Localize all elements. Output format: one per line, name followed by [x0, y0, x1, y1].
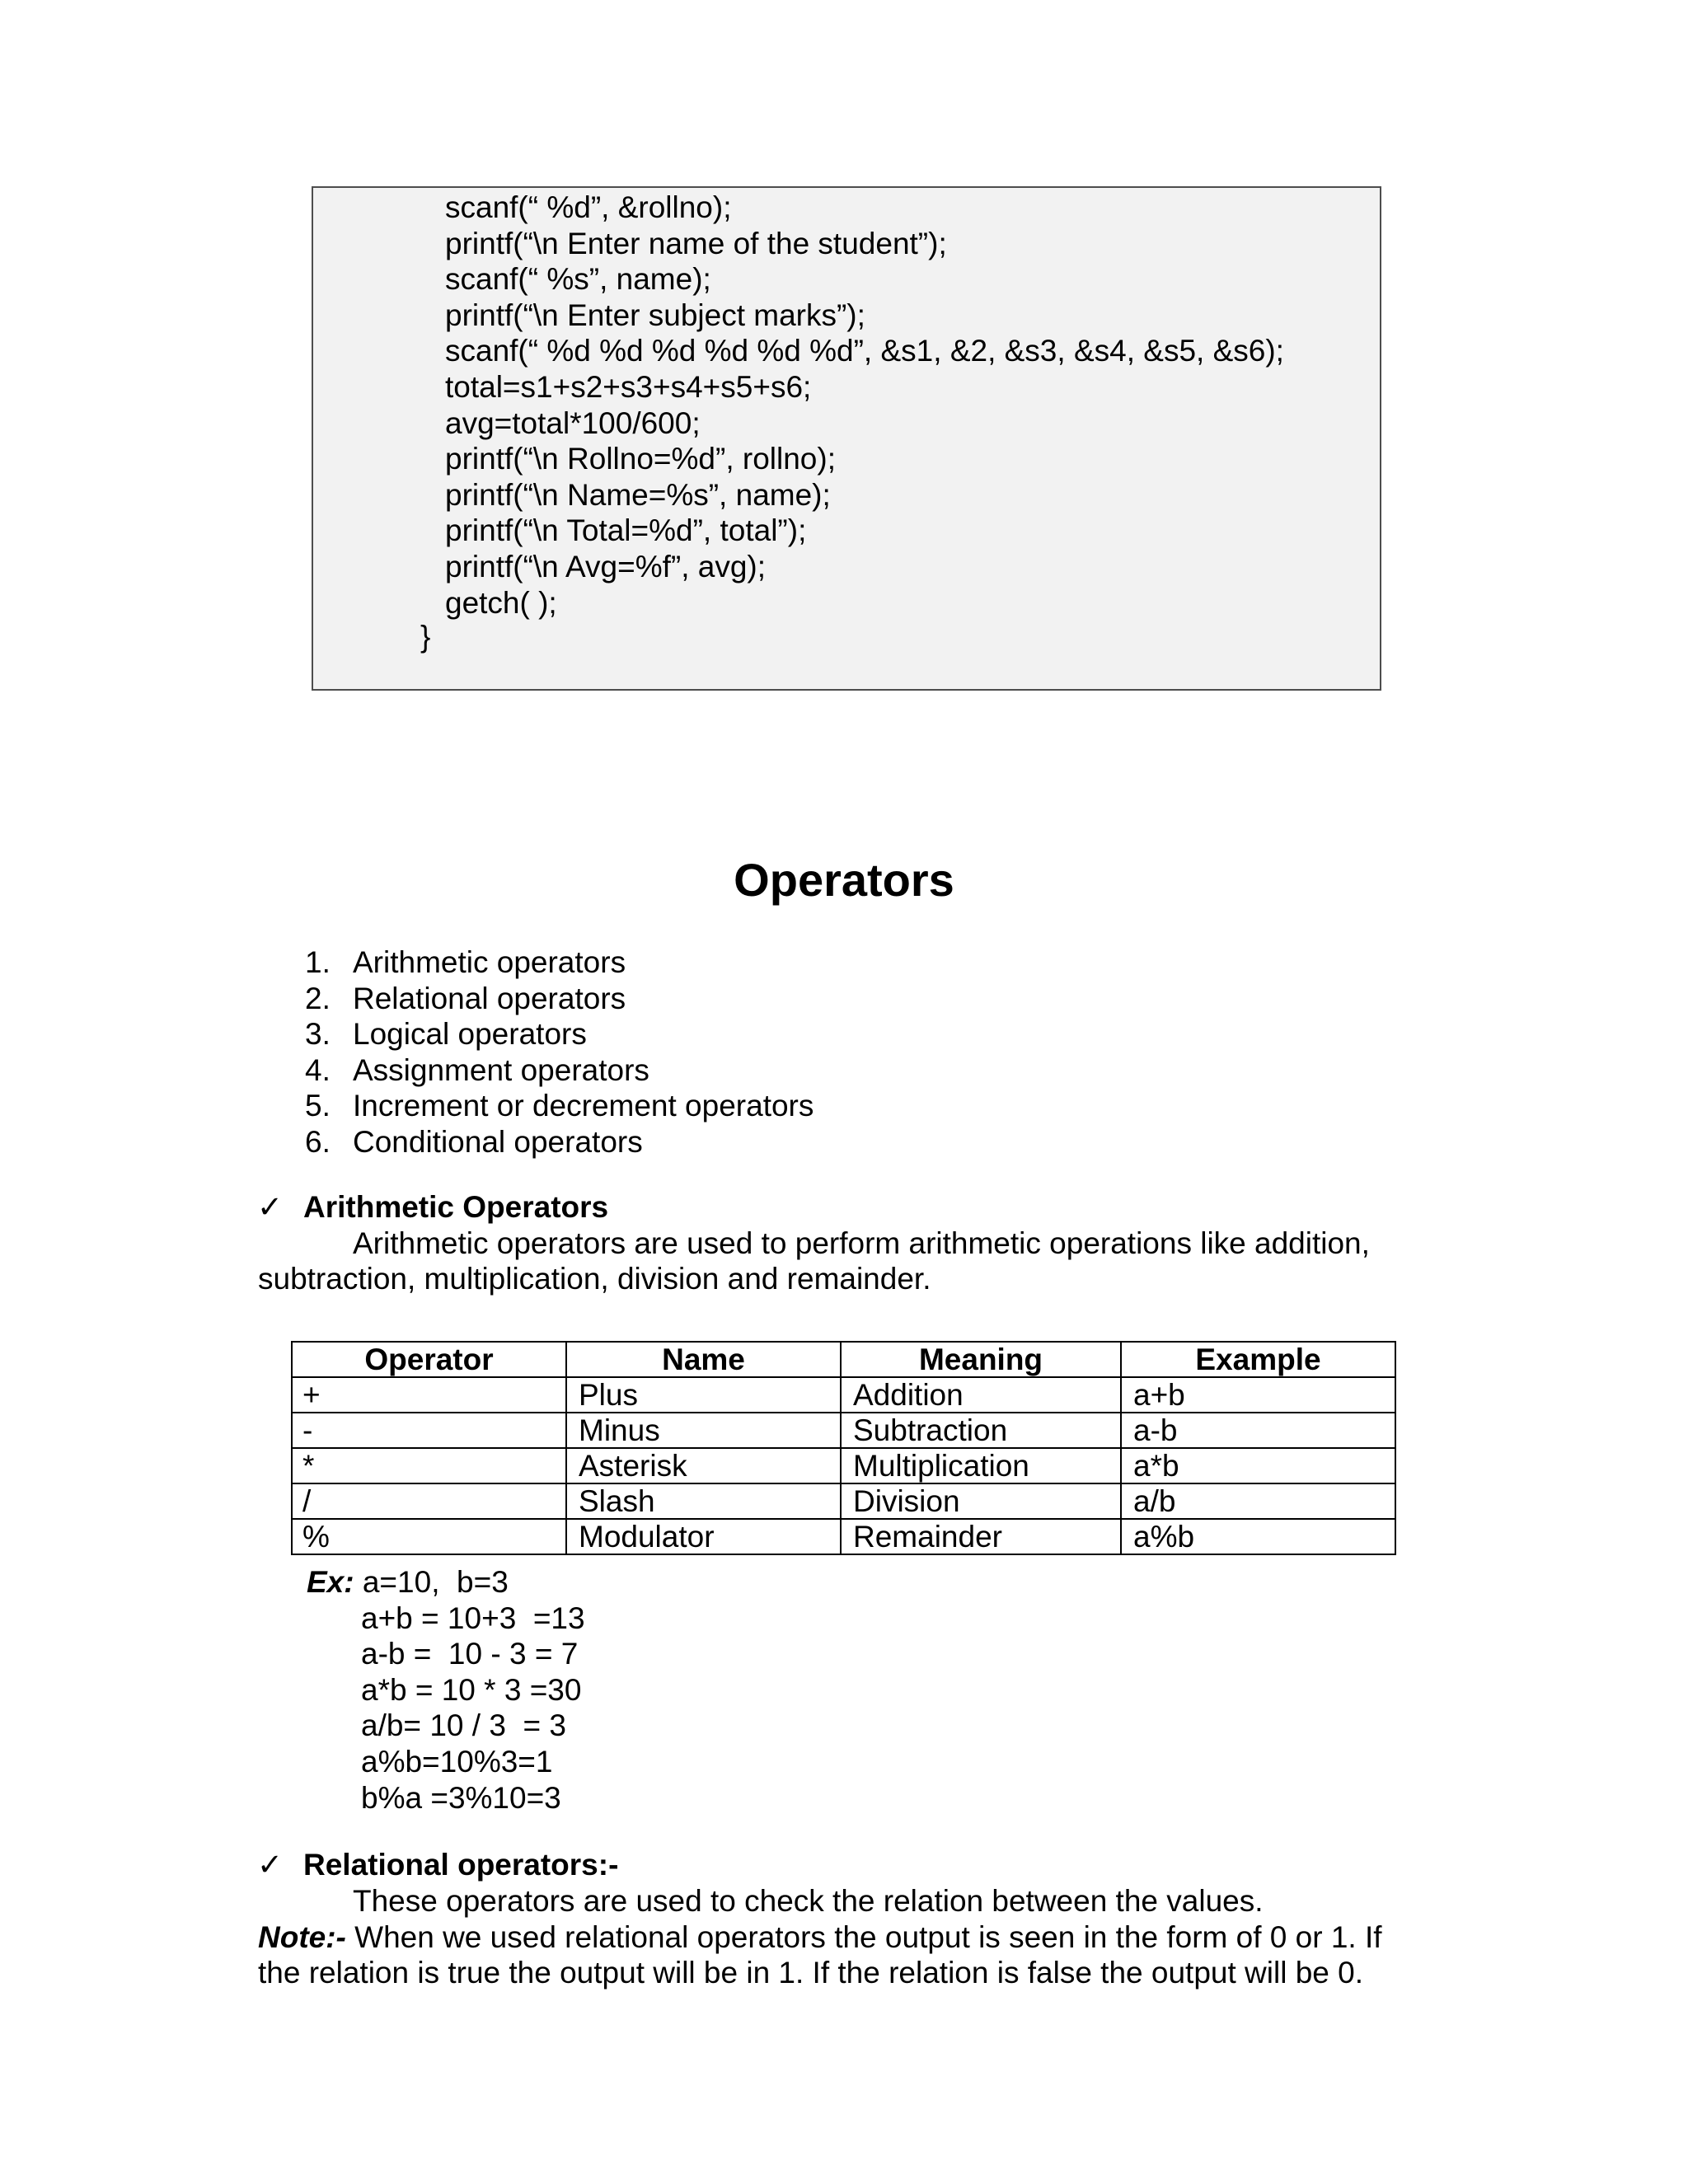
table-cell: a*b — [1121, 1448, 1395, 1483]
table-cell: Addition — [841, 1377, 1121, 1413]
table-cell: Modulator — [566, 1519, 841, 1554]
list-item: 1. Arithmetic operators — [305, 945, 626, 979]
table-cell: Subtraction — [841, 1413, 1121, 1448]
example-line: b%a =3%10=3 — [361, 1780, 561, 1815]
table-cell: Plus — [566, 1377, 841, 1413]
checkmark-icon: ✓ — [257, 1190, 284, 1224]
column-header: Example — [1121, 1342, 1395, 1377]
table-cell: Asterisk — [566, 1448, 841, 1483]
example-line: a+b = 10+3 =13 — [361, 1601, 585, 1635]
arithmetic-example — [307, 1564, 585, 1816]
operator-list — [305, 944, 814, 1160]
page-title: Operators — [734, 854, 954, 906]
example-line: a/b= 10 / 3 = 3 — [361, 1708, 566, 1743]
note-label: Note:- — [258, 1920, 346, 1954]
relational-note-line1: Note:- When we used relational operators the output is seen in the form of 0 or 1. If — [258, 1920, 1382, 1954]
column-header: Name — [566, 1342, 841, 1377]
table-cell: a-b — [1121, 1413, 1395, 1448]
code-line: total=s1+s2+s3+s4+s5+s6; — [445, 369, 812, 404]
code-line: getch( ); — [445, 585, 557, 620]
example-line: a%b=10%3=1 — [361, 1744, 553, 1779]
table-cell: % — [292, 1519, 566, 1554]
table-row — [292, 1519, 1395, 1554]
table-cell: Remainder — [841, 1519, 1121, 1554]
code-closing-brace: } — [420, 620, 431, 654]
table-cell: / — [292, 1483, 566, 1519]
operator-table — [291, 1341, 1396, 1555]
code-line: printf(“\n Avg=%f”, avg); — [445, 549, 767, 583]
code-line: printf(“\n Rollno=%d”, rollno); — [445, 442, 836, 476]
list-item: 6. Conditional operators — [305, 1124, 643, 1159]
column-header: Operator — [292, 1342, 566, 1377]
code-line: printf(“\n Name=%s”, name); — [445, 477, 831, 512]
column-header: Meaning — [841, 1342, 1121, 1377]
code-block — [312, 186, 1381, 691]
example-line: a-b = 10 - 3 = 7 — [361, 1637, 579, 1671]
table-header-row — [292, 1342, 1395, 1377]
arithmetic-paragraph-line1: Arithmetic operators are used to perform arithmetic operations like addition, — [353, 1226, 1370, 1260]
checkmark-icon: ✓ — [257, 1848, 284, 1882]
code-line: scanf(“ %d”, &rollno); — [445, 190, 732, 224]
example-line: a*b = 10 * 3 =30 — [361, 1672, 582, 1707]
code-line: avg=total*100/600; — [445, 405, 701, 440]
example-label: Ex: — [307, 1565, 354, 1599]
code-line: printf(“\n Enter subject marks”); — [445, 298, 865, 332]
list-item: 5. Increment or decrement operators — [305, 1089, 814, 1123]
example-first-line: Ex: a=10, b=3 — [307, 1565, 509, 1599]
code-line: printf(“\n Enter name of the student”); — [445, 226, 947, 260]
relational-heading: ✓ Relational operators:- — [257, 1848, 619, 1882]
code-line: scanf(“ %s”, name); — [445, 262, 711, 297]
table-cell: Division — [841, 1483, 1121, 1519]
table-cell: - — [292, 1413, 566, 1448]
relational-note-line2: the relation is true the output will be in 1. If the relation is false the output will be 0. — [258, 1956, 1363, 1990]
list-item: 3. Logical operators — [305, 1017, 587, 1052]
table-row — [292, 1483, 1395, 1519]
code-line: scanf(“ %d %d %d %d %d %d”, &s1, &2, &s3, &s4, &s5, &s6); — [445, 334, 1284, 368]
arithmetic-paragraph-line2: subtraction, multiplication, division and remainder. — [258, 1262, 931, 1296]
table-row — [292, 1448, 1395, 1483]
table-row — [292, 1377, 1395, 1413]
arithmetic-heading: ✓ Arithmetic Operators — [257, 1190, 609, 1224]
table-cell: + — [292, 1377, 566, 1413]
code-line: printf(“\n Total=%d”, total”); — [445, 513, 807, 548]
list-item: 2. Relational operators — [305, 981, 626, 1015]
table-cell: a/b — [1121, 1483, 1395, 1519]
table-cell: Minus — [566, 1413, 841, 1448]
table-cell: a%b — [1121, 1519, 1395, 1554]
table-cell: Slash — [566, 1483, 841, 1519]
code-lines — [445, 190, 1284, 621]
list-item: 4. Assignment operators — [305, 1052, 649, 1087]
relational-paragraph: These operators are used to check the relation between the values. — [353, 1884, 1264, 1918]
table-cell: a+b — [1121, 1377, 1395, 1413]
table-row — [292, 1413, 1395, 1448]
table-cell: Multiplication — [841, 1448, 1121, 1483]
table-cell: * — [292, 1448, 566, 1483]
